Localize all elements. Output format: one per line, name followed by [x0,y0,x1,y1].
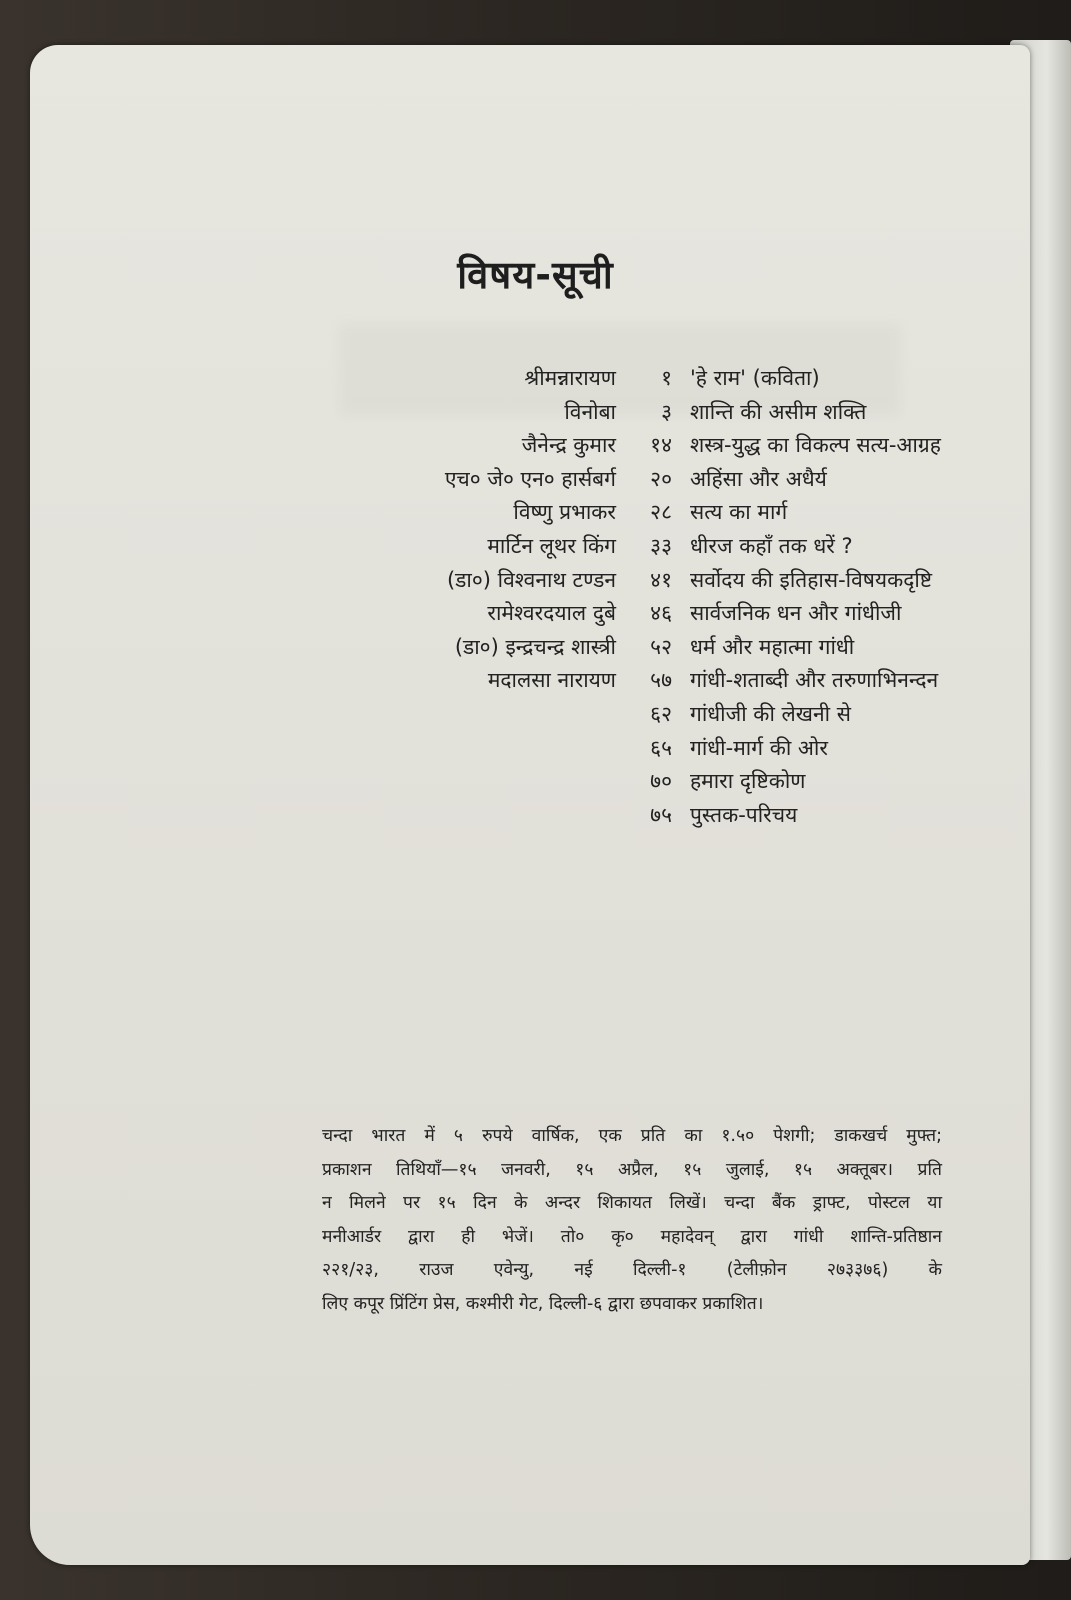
toc-row [0,360,1071,394]
toc-author: एच० जे० एन० हार्सबर्ग [444,466,616,491]
toc-article-title: सर्वोदय की इतिहास-विषयकदृष्टि [690,567,933,592]
footer-line: मनीआर्डर द्वारा ही भेजें। तो० कृ० महादेवन् द्वारा गांधी शान्ति-प्रतिष्ठान [322,1226,942,1247]
toc-page-number: ६५ [650,735,672,760]
toc-author: विष्णु प्रभाकर [513,500,616,525]
toc-article-title: सत्य का मार्ग [690,500,788,525]
toc-article-title: शस्त्र-युद्ध का विकल्प सत्य-आग्रह [690,433,941,458]
toc-page-number: ३३ [650,533,672,558]
toc-author: जैनेन्द्र कुमार [521,433,616,458]
toc-page-number: २८ [650,500,672,525]
toc-page-number: २० [650,466,672,491]
toc-page-number: ३ [661,399,672,424]
toc-article-title: हमारा दृष्टिकोण [690,769,806,794]
toc-page-number: ७५ [650,802,672,827]
toc-row [0,797,1071,831]
toc-row [0,730,1071,764]
footer-line: न मिलने पर १५ दिन के अन्दर शिकायत लिखें। चन्दा बैंक ड्राफ्ट, पोस्टल या [322,1193,942,1214]
toc-page-number: ५२ [650,634,672,659]
toc-article-title: 'हे राम' (कविता) [690,366,820,390]
toc-author: मार्टिन लूथर किंग [487,533,616,558]
toc-row [0,662,1071,696]
toc-article-title: धीरज कहाँ तक धरें ? [690,533,853,558]
toc-row [0,595,1071,629]
toc-page-number: ७० [650,769,672,794]
footer-line: २२१/२३, राउज एवेन्यु, नई दिल्ली-१ (टेलीफ़ोन २७३३७६) के [322,1260,942,1281]
toc-author: (डा०) विश्वनाथ टण्डन [446,567,616,592]
page-title: विषय-सूची [457,253,614,297]
toc-author: (डा०) इन्द्रचन्द्र शास्त्री [454,634,616,659]
toc-row [0,494,1071,528]
toc-author: श्रीमन्नारायण [524,366,616,390]
toc-row [0,394,1071,428]
toc-page-number: ५७ [650,668,672,693]
toc-page-number: ४६ [650,601,672,626]
toc-page-number: ४१ [650,567,672,592]
publication-note [322,1120,942,1322]
table-of-contents [0,360,1071,830]
toc-article-title: गांधी-शताब्दी और तरुणाभिनन्दन [690,668,939,693]
toc-row [0,696,1071,730]
toc-article-title: गांधीजी की लेखनी से [690,701,851,726]
toc-page-number: ६२ [650,701,672,726]
toc-row [0,461,1071,495]
toc-page-number: १४ [650,433,672,458]
toc-author: मदालसा नारायण [487,668,616,693]
toc-row [0,629,1071,663]
toc-article-title: पुस्तक-परिचय [690,802,798,827]
toc-author: विनोबा [564,399,616,424]
toc-article-title: अहिंसा और अधैर्य [690,466,827,491]
toc-article-title: गांधी-मार्ग की ओर [690,735,829,760]
footer-line: चन्दा भारत में ५ रुपये वार्षिक, एक प्रति का १.५० पेशगी; डाकखर्च मुफ्त; [322,1126,942,1146]
toc-row [0,528,1071,562]
toc-row [0,427,1071,461]
toc-page-number: १ [661,366,672,390]
toc-row [0,562,1071,596]
toc-row [0,763,1071,797]
toc-article-title: शान्ति की असीम शक्ति [690,399,867,424]
toc-author: रामेश्वरदयाल दुबे [487,601,616,626]
footer-line: लिए कपूर प्रिंटिंग प्रेस, कश्मीरी गेट, दिल्ली-६ द्वारा छपवाकर प्रकाशित। [322,1293,764,1314]
toc-article-title: धर्म और महात्मा गांधी [690,634,855,659]
footer-line: प्रकाशन तिथियाँ—१५ जनवरी, १५ अप्रैल, १५ जुलाई, १५ अक्तूबर। प्रति [322,1159,942,1180]
toc-article-title: सार्वजनिक धन और गांधीजी [690,601,902,626]
